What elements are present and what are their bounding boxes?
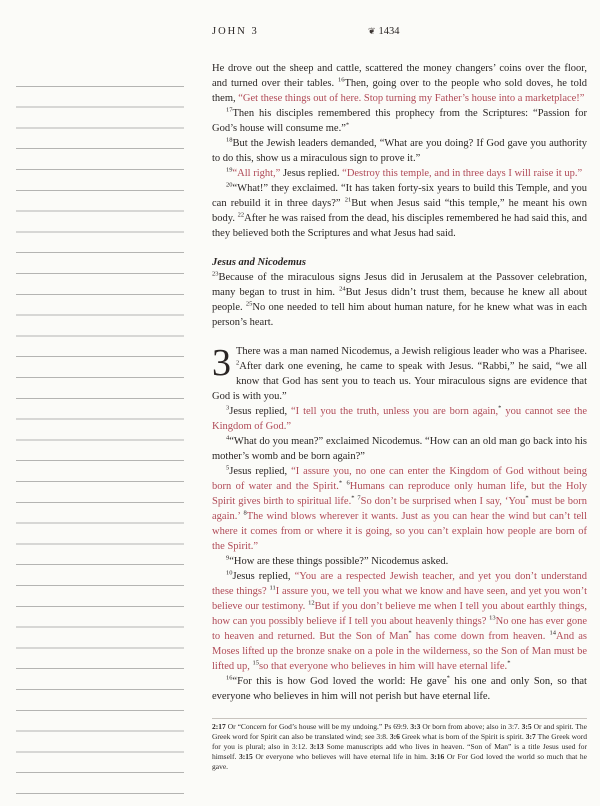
page-number	[368, 26, 400, 37]
verse-number: 9	[226, 554, 230, 562]
verse-number: 20	[226, 181, 233, 189]
footnote-marker: *	[446, 674, 450, 682]
footnote-marker: *	[345, 121, 350, 129]
verse-number: 4	[226, 434, 230, 442]
paragraph: $^{20}$“What!” they exclaimed. “It has taken forty-six years to build this Temple, and you can rebuild it in three days?” $^{21}$But when Jesus said “this temple,” he meant his own body. $^{22}$After he was raised from the dead, his disciples remembered he had said this, and they believed both the Scriptures and what Jesus had said.	[212, 181, 587, 239]
words-of-jesus: The wind blows wherever it wants. Just as you can hear the wind but can’t tell where it comes from or where it is going, so you can’t explain how people are born of the Spirit.”	[212, 511, 588, 552]
words-of-jesus: So don’t be surprised when I say, ‘You	[360, 496, 526, 507]
paragraph: $^{16}$“For this is how God loved the world: He gave* his one and only Son, so that everyone who believes in him will not perish but have eternal life.	[212, 674, 587, 702]
words-of-jesus: I assure you, we tell you what we know and have seen, and yet you won’t believe our testimony.	[212, 586, 587, 612]
paragraph: $^4$“What do you mean?” exclaimed Nicodemus. “How can an old man go back into his mother’s womb and be born again?”	[212, 434, 587, 462]
footnote-marker: *	[525, 494, 529, 502]
verse-number: 14	[549, 629, 556, 637]
words-of-jesus: But if you don’t believe me when I tell you about earthly things, how can you possibly believe if I tell you about heavenly things?	[212, 601, 587, 627]
chapter-opening: 3 There was a man named Nicodemus, a Jewish religious leader who was a Pharisee. $^2$After dark one evening, he came to speak with Jesus. “Rabbi,” he said, “we all know that God has sent you to teach us. Your miraculous signs are evidence that God is with you.”	[212, 342, 587, 402]
words-of-jesus: has come down from heaven.	[415, 631, 546, 642]
verse-number: 23	[212, 270, 219, 278]
paragraph: $^{18}$But the Jewish leaders demanded, “What are you doing? If God gave you authority to do this, show us a miraculous sign to prove it.”	[212, 136, 587, 164]
footnote-text: Or For God loved the world so much that he gave.	[212, 752, 588, 771]
footnote-ref: 3:15	[239, 752, 253, 761]
scripture-text	[212, 61, 587, 704]
footnote-text: Greek what is born of the Spirit is spirit.	[401, 732, 524, 741]
section-heading: Jesus and Nicodemus	[212, 257, 306, 268]
footnote-marker: *	[507, 659, 511, 667]
footnote-ref: 3:7	[525, 732, 536, 741]
words-of-jesus: so that everyone who believes in him will have eternal life.	[259, 661, 508, 672]
footnote-text: Some manuscripts add who lives in heaven. “Son of Man” is a title Jesus used for himself.	[212, 742, 588, 761]
chapter-number: 3	[212, 342, 231, 384]
footnote-ref: 2:17	[212, 722, 226, 731]
footnotes	[212, 718, 587, 772]
words-of-jesus: “Destroy this temple, and in three days I will raise it up.”	[342, 168, 583, 179]
words-of-jesus: “I assure you, no one can enter the Kingdom of God without being born of water and the Spirit.	[212, 466, 587, 492]
journaling-lines[interactable]	[16, 66, 184, 794]
footnote-marker: *	[498, 404, 502, 412]
words-of-jesus: must be born again.’	[212, 496, 587, 522]
verse-number: 10	[226, 569, 233, 577]
paragraph: $^{23}$Because of the miraculous signs Jesus did in Jerusalem at the Passover celebration, many began to trust in him. $^{24}$But Jesus didn’t trust them, because he knew all about people. $^{25}$No one needed to tell him about human nature, for he knew what was in each person’s heart.	[212, 270, 587, 328]
paragraph: $^{17}$Then his disciples remembered this prophecy from the Scriptures: “Passion for God’s house will consume me.”*	[212, 106, 587, 134]
verse-number: 5	[226, 464, 230, 472]
verse-number: 19	[226, 166, 233, 174]
paragraph: He drove out the sheep and cattle, scattered the money changers’ coins over the floor, and turned over their tables. $^{16}$Then, going over to the people who sold doves, he told them, “Get these things out of here. Stop turning my Father’s house into a marketplace!”	[212, 63, 588, 104]
words-of-jesus: “You are a respected Jewish teacher, and yet you don’t understand these things?	[212, 571, 588, 597]
fleuron-icon: ❦	[368, 26, 376, 36]
paragraph: $^3$Jesus replied, “I tell you the truth, unless you are born again,* you cannot see the Kingdom of God.”	[212, 404, 588, 432]
footnote-ref: 3:16	[430, 752, 445, 761]
verse-number: 21	[344, 196, 352, 204]
words-of-jesus: “Get these things out of here. Stop turning my Father’s house into a marketplace!”	[238, 93, 585, 104]
footnote-marker: *	[351, 494, 355, 502]
verse-number: 7	[357, 494, 361, 502]
verse-number: 16	[226, 674, 233, 682]
words-of-jesus: “I tell you the truth, unless you are born again,	[291, 406, 499, 417]
footnote-marker: *	[338, 479, 343, 487]
footnote-text: Or “Concern for God’s house will be my undoing.” Ps 69:9.	[227, 722, 409, 731]
paragraph: $^{10}$Jesus replied, “You are a respected Jewish teacher, and yet you don’t understand these things? $^{11}$I assure you, we tell you what we know and have seen, and yet you won’t believe our testimony. $^{12}$But if you don’t believe me when I tell you about earthly things, how can you possibly believe if I tell you about heavenly things? $^{13}$No one has ever gone to heaven and returned. But the Son of Man* has come down from heaven. $^{14}$And as Moses lifted up the bronze snake on a pole in the wilderness, so the Son of Man must be lifted up, $^{15}$so that everyone who believes in him will have eternal life.*	[212, 569, 588, 672]
verse-number: 25	[245, 300, 253, 308]
verse-number: 24	[339, 285, 346, 293]
verse-number: 6	[346, 479, 350, 487]
footnote-text: Or everyone who believes will have eternal life in him.	[255, 752, 428, 761]
verse-number: 15	[252, 659, 260, 667]
paragraph: $^5$Jesus replied, “I assure you, no one can enter the Kingdom of God without being born of water and the Spirit.* $^6$Humans can reproduce only human life, but the Holy Spirit gives birth to spiritual life.* $^7$So don’t be surprised when I say, ‘You* must be born again.’ $^8$The wind blows wherever it wants. Just as you can hear the wind but can’t tell where it comes from or where it is going, so you can’t explain how people are born of the Spirit.”	[212, 464, 588, 552]
footnote-text: The Greek word for you is plural; also in 3:12.	[212, 732, 588, 751]
verse-number: 2	[236, 359, 240, 367]
words-of-jesus: And as Moses lifted up the bronze snake on a pole in the wilderness, so the Son of Man must be lifted up,	[212, 631, 588, 672]
words-of-jesus: Humans can reproduce only human life, but the Holy Spirit gives birth to spiritual life.	[212, 481, 587, 507]
footnote-marker: *	[408, 629, 412, 637]
verse-number: 3	[226, 404, 230, 412]
verse-number: 11	[269, 584, 276, 592]
footnote-text: Or born from above; also in 3:7.	[422, 722, 520, 731]
footnote-ref: 3:3	[410, 722, 421, 731]
verse-number: 17	[226, 106, 233, 114]
page-number-value: 1434	[378, 26, 400, 37]
footnote-text: Or and spirit. The Greek word for Spirit can also be translated wind; see 3:8.	[212, 722, 588, 741]
words-of-jesus: “All right,”	[232, 168, 281, 179]
verse-number: 22	[237, 211, 245, 219]
words-of-jesus: No one has ever gone to heaven and returned. But the Son of Man	[212, 616, 588, 642]
footnote-ref: 3:13	[310, 742, 324, 751]
paragraph: $^9$“How are these things possible?” Nicodemus asked.	[226, 554, 449, 567]
footnote-ref: 3:6	[389, 732, 400, 741]
verse-number: 16	[337, 76, 345, 84]
footnote-ref: 3:5	[521, 722, 532, 731]
verse-number: 12	[308, 599, 315, 607]
paragraph: $^{19}$“All right,” Jesus replied. “Destroy this temple, and in three days I will raise it up.”	[226, 166, 583, 179]
verse-number: 13	[489, 614, 496, 622]
words-of-jesus: you cannot see the Kingdom of God.”	[212, 406, 588, 432]
page-header	[0, 26, 600, 42]
running-head: JOHN 3	[212, 26, 259, 37]
verse-number: 8	[243, 509, 247, 517]
verse-number: 18	[226, 136, 233, 144]
